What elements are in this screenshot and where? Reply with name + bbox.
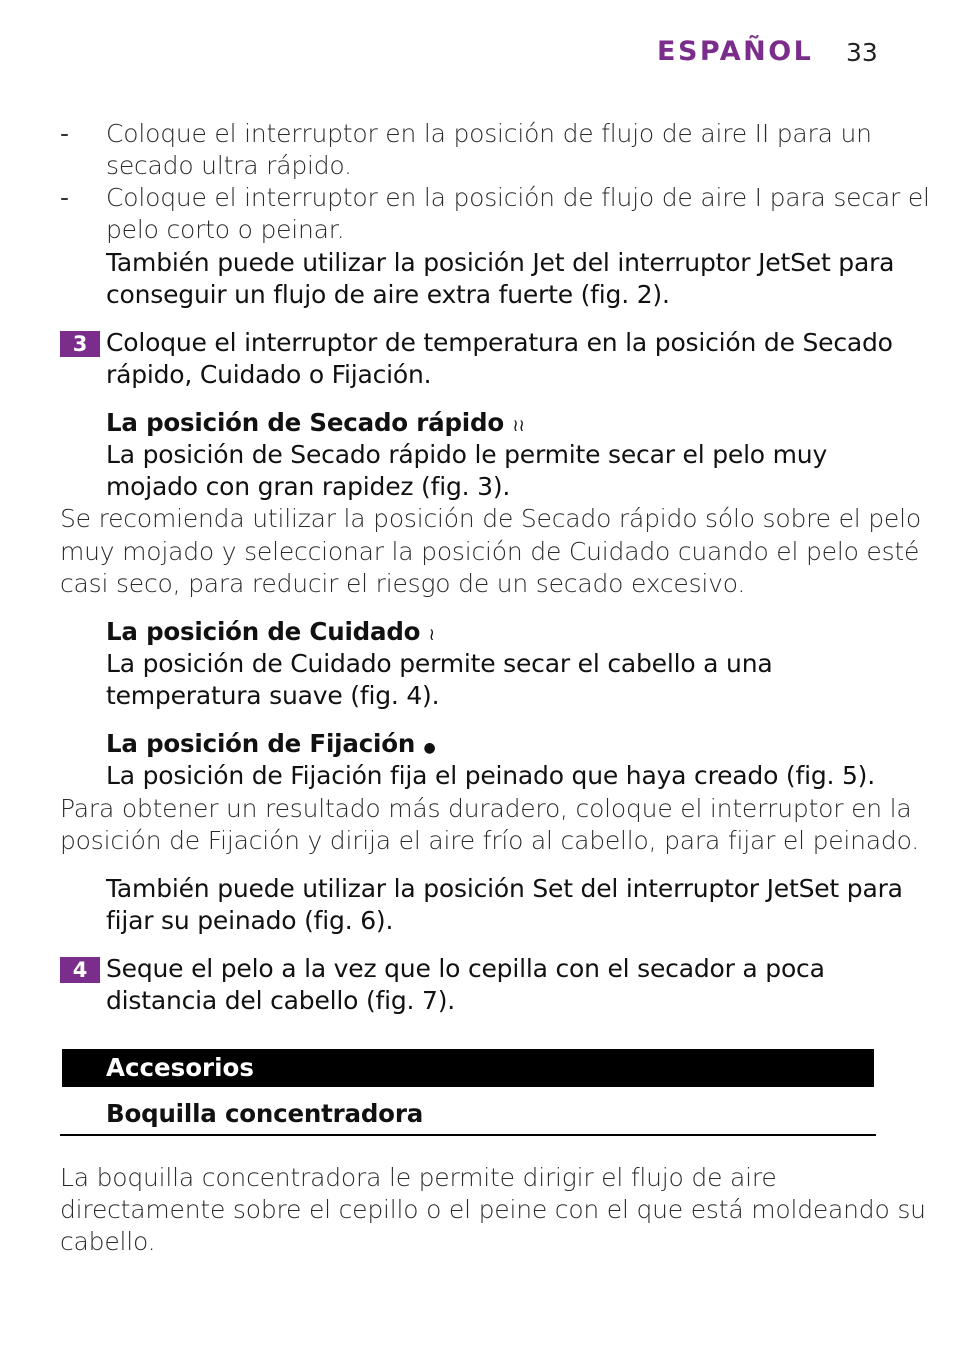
bullet-dash: - [60, 119, 69, 148]
secado-line-1: La posición de Secado rápido le permite secar el pelo muy [106, 440, 828, 469]
step-number-badge: 4 [60, 957, 100, 983]
set-note-line-1: También puede utilizar la posición Set del interruptor JetSet para [106, 874, 903, 903]
step-4-line-2: distancia del cabello (fig. 7). [106, 986, 456, 1015]
bullet-1-line-2: secado ultra rápido. [106, 151, 352, 180]
boquilla-subheading: Boquilla concentradora [106, 1099, 424, 1128]
jet-note-line-1: También puede utilizar la posición Jet del interruptor JetSet para [106, 248, 895, 277]
secado-note-line-3: casi seco, para reducir el riesgo de un secado excesivo. [60, 569, 746, 598]
fijacion-line-1: La posición de Fijación fija el peinado que haya creado (fig. 5). [106, 761, 875, 790]
bullet-1-line-1: Coloque el interruptor en la posición de flujo de aire II para un [106, 119, 872, 148]
step-3-line-1: Coloque el interruptor de temperatura en la posición de Secado [106, 328, 893, 357]
secado-note-line-2: muy mojado y seleccionar la posición de Cuidado cuando el pelo esté [60, 537, 920, 566]
dot-icon: ● [423, 740, 436, 756]
step-number-badge: 3 [60, 331, 100, 357]
secado-heading [106, 407, 525, 443]
bullet-2-line-2: pelo corto o peinar. [106, 215, 345, 244]
cuidado-heading-text: La posición de Cuidado [106, 617, 421, 646]
set-note-line-2: fijar su peinado (fig. 6). [106, 906, 394, 935]
page-number: 33 [846, 38, 878, 67]
cuidado-heading [106, 616, 435, 652]
fijacion-note-line-2: posición de Fijación y dirija el aire frío al cabello, para fijar el peinado. [60, 826, 920, 855]
subheading-divider [60, 1134, 876, 1136]
fijacion-note-line-1: Para obtener un resultado más duradero, coloque el interruptor en la [60, 794, 912, 823]
cuidado-line-2: temperatura suave (fig. 4). [106, 681, 440, 710]
step-3-line-2: rápido, Cuidado o Fijación. [106, 360, 432, 389]
language-label: ESPAÑOL [657, 36, 814, 67]
bullet-2-line-1: Coloque el interruptor en la posición de flujo de aire I para secar el [106, 183, 930, 212]
jet-note-line-2: conseguir un flujo de aire extra fuerte (fig. 2). [106, 280, 670, 309]
secado-note-line-1: Se recomienda utilizar la posición de Secado rápido sólo sobre el pelo [60, 504, 921, 533]
accesorios-body-line-1: La boquilla concentradora le permite dirigir el flujo de aire [60, 1163, 777, 1192]
secado-line-2: mojado con gran rapidez (fig. 3). [106, 472, 511, 501]
secado-heading-text: La posición de Secado rápido [106, 408, 504, 437]
wave-single-icon: ≀ [428, 625, 435, 645]
accesorios-body-line-2: directamente sobre el cepillo o el peine con el que está moldeando su [60, 1195, 926, 1224]
accesorios-body-line-3: cabello. [60, 1227, 156, 1256]
wave-double-icon: ≀≀ [512, 416, 525, 436]
bullet-dash: - [60, 183, 69, 212]
cuidado-line-1: La posición de Cuidado permite secar el cabello a una [106, 649, 773, 678]
fijacion-heading-text: La posición de Fijación [106, 729, 416, 758]
section-header-accesorios: Accesorios [62, 1049, 874, 1087]
step-4-line-1: Seque el pelo a la vez que lo cepilla con el secador a poca [106, 954, 825, 983]
